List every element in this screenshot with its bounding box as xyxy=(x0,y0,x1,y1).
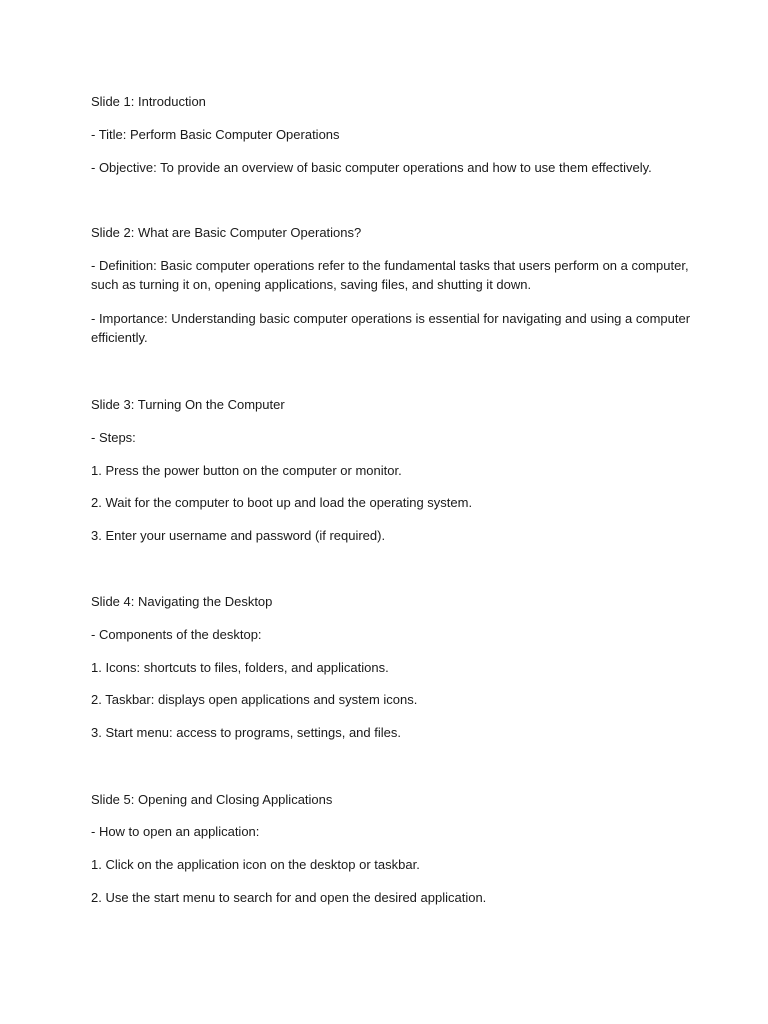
slide-4-heading: Slide 4: Navigating the Desktop xyxy=(91,594,273,609)
slide-4-item-2: 2. Taskbar: displays open applications and system icons. xyxy=(91,692,418,707)
slide-3-heading: Slide 3: Turning On the Computer xyxy=(91,397,285,412)
slide-2-definition: - Definition: Basic computer operations refer to the fundamental tasks that users perform on a computer, such as turning it on, opening applications, saving files, and shutting it down. xyxy=(91,258,689,292)
slide-4-intro: - Components of the desktop: xyxy=(91,627,262,642)
slide-3-step-1: 1. Press the power button on the computer or monitor. xyxy=(91,463,402,478)
slide-5-item-1: 1. Click on the application icon on the desktop or taskbar. xyxy=(91,857,420,872)
slide-2-importance: - Importance: Understanding basic computer operations is essential for navigating and using a computer efficiently. xyxy=(91,311,691,345)
slide-1-objective: - Objective: To provide an overview of basic computer operations and how to use them effectively. xyxy=(91,160,652,175)
slide-3-intro: - Steps: xyxy=(91,430,136,445)
slide-5-heading: Slide 5: Opening and Closing Applications xyxy=(91,792,333,807)
slide-2-heading: Slide 2: What are Basic Computer Operations? xyxy=(91,225,362,240)
slide-3-step-3: 3. Enter your username and password (if required). xyxy=(91,528,386,543)
slide-4-item-1: 1. Icons: shortcuts to files, folders, and applications. xyxy=(91,660,389,675)
slide-5-intro: - How to open an application: xyxy=(91,824,260,839)
slide-1-title: - Title: Perform Basic Computer Operations xyxy=(91,127,340,142)
slide-4-item-3: 3. Start menu: access to programs, settings, and files. xyxy=(91,725,401,740)
slide-3-step-2: 2. Wait for the computer to boot up and load the operating system. xyxy=(91,495,473,510)
slide-5-item-2: 2. Use the start menu to search for and open the desired application. xyxy=(91,890,487,905)
slide-1-heading: Slide 1: Introduction xyxy=(91,94,206,109)
